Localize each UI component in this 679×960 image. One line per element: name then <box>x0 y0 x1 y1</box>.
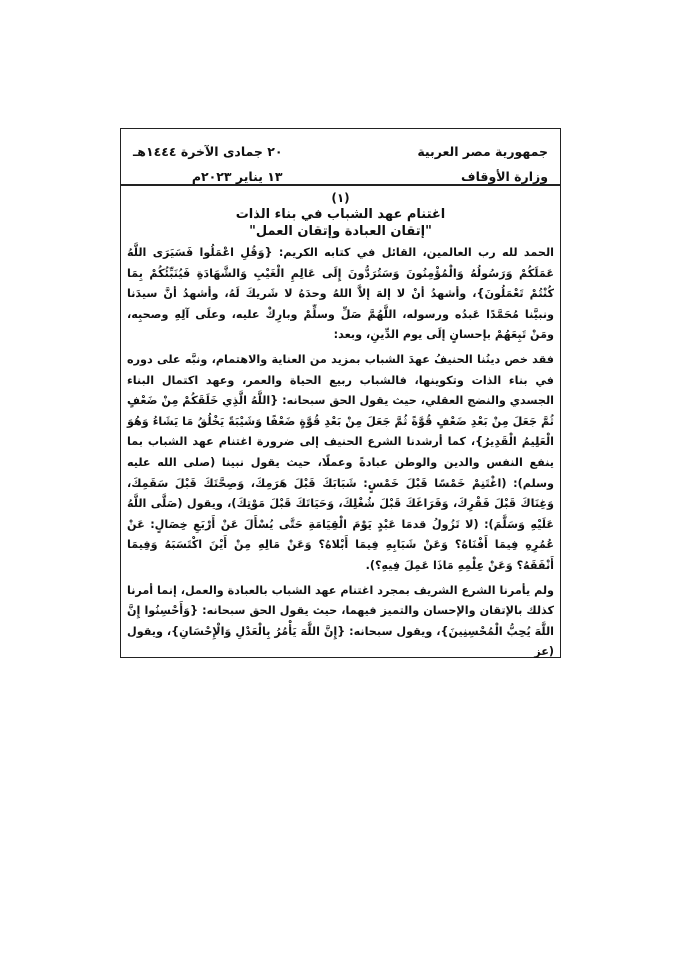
country-name: جمهورية مصر العربية <box>417 144 548 159</box>
sermon-number: (١) <box>331 191 350 205</box>
issuer-block <box>417 139 548 189</box>
paragraph-youth: فقد خص دينُنا الحنيفُ عهدَ الشباب بمزيد من العناية والاهتمام، ونبَّه على دوره في بناء الذات وتكوينها، فالشباب ربيع الحياة والعمر، وعهد اكتمال البناء الجسدي والنضج العقلي، حيث يقول الحق سبحانه: {اللَّهُ الَّذِي خَلَقَكُمْ مِنْ ضَعْفٍ ثُمَّ جَعَلَ مِنْ بَعْدِ ضَعْفٍ قُوَّةً ثُمَّ جَعَلَ مِنْ بَعْدِ قُوَّةٍ ضَعْفًا وَشَيْبَةً يَخْلُقُ مَا يَشَاءُ وَهُوَ الْعَلِيمُ الْقَدِيرُ}، كما أرشدنا الشرع الحنيف إلى ضرورة اغتنام عهد الشباب بما ينفع النفس والدين والوطن عبادةً وعملًا، حيث يقول نبينا (صلى الله عليه وسلم): (اغْتَنِمْ خَمْسًا قَبْلَ خَمْسٍ: شَبَابَكَ قَبْلَ هَرَمِكَ، وَصِحَّتَكَ قَبْلَ سَقَمِكَ، وَغِنَاكَ قَبْلَ فَقْرِكَ، وَفَرَاغَكَ قَبْلَ شُغْلِكَ، وَحَيَاتَكَ قَبْلَ مَوْتِكَ)، ويقول (صَلَّى اللَّهُ عَلَيْهِ وَسَلَّمَ): (لا تَزُولُ قدمَا عَبْدٍ يَوْمَ الْقِيَامَةِ حَتَّى يُسْأَلَ عَنْ أَرْبَعِ خِصَالٍ: عَنْ عُمُرِهِ فِيمَا أَفْنَاهُ؟ وَعَنْ شَبَابِهِ فِيمَا أَبْلاهُ؟ وَعَنْ مَالِهِ مِنْ أَيْنَ اكْتَسَبَهُ وَفِيمَا أَنْفَقَهُ؟ وَعَنْ عِلْمِهِ مَاذَا عَمِلَ فِيهِ؟). <box>127 352 554 572</box>
sermon-title: اغتنام عهد الشباب في بناء الذات <box>235 207 446 222</box>
hijri-date: ٢٠ جمادى الآخرة ١٤٤٤هـ <box>133 144 283 159</box>
sermon-body <box>121 186 560 663</box>
paragraph-excellence: ولم يأمرنا الشرع الشريف بمجرد اغتنام عهد الشباب بالعبادة والعمل، إنما أمرنا كذلك بالإتقان والإحسان والتميز فيهما، حيث يقول الحق سبحانه: {وَأَحْسِنُوا إِنَّ اللَّهَ يُحِبُّ الْمُحْسِنِينَ}، ويقول سبحانه: {إِنَّ اللَّهَ يَأْمُرُ بِالْعَدْلِ وَالْإِحْسَانِ}، ويقول (عز <box>127 583 554 659</box>
gregorian-date: ١٣ يناير ٢٠٢٣م <box>191 169 283 184</box>
document-header <box>121 129 560 186</box>
ministry-name: وزارة الأوقاف <box>461 169 548 184</box>
document-frame <box>120 128 561 658</box>
date-block <box>133 139 283 189</box>
sermon-subtitle: "إتقان العبادة وإتقان العمل" <box>249 224 432 239</box>
paragraph-opening: الحمد لله رب العالمين، القائل في كتابه الكريم: {وَقُلِ اعْمَلُوا فَسَيَرَى اللَّهُ عَمَلَكُمْ وَرَسُولُهُ وَالْمُؤْمِنُونَ وَسَتُرَدُّونَ إِلَى عَالِمِ الْغَيْبِ وَالشَّهَادَةِ فَيُنَبِّئُكُمْ بِمَا كُنْتُمْ تَعْمَلُونَ}، وأشهدُ أنْ لا إلهَ إلاَّ اللهُ وحدَهُ لا شَريكَ لَهُ، وأشهدُ أنَّ سيدَنا ونبيَّنا مُحَمَّدًا عَبدُه ورسوله، اللَّهُمَّ صَلِّ وسلِّمْ وبارِكْ عليه، وعلَى آلِهِ وصحبِه، ومَنْ تَبِعَهُمْ بإحسانٍ إلَى يوم الدِّينِ، وبعد: <box>127 246 554 342</box>
